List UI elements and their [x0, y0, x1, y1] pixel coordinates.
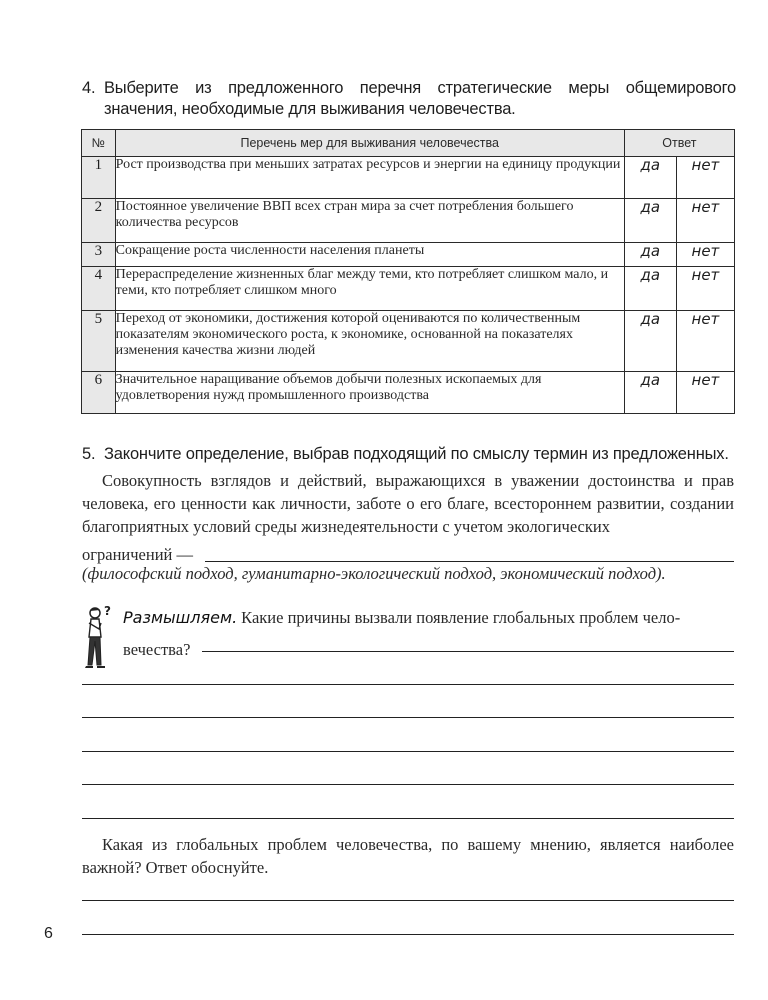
answer-line[interactable]	[82, 717, 734, 718]
row-number: 2	[82, 199, 116, 243]
answer-yes-option[interactable]: да	[624, 243, 676, 267]
row-number: 1	[82, 157, 116, 199]
header-measures: Перечень мер для выживания человечества	[115, 130, 624, 157]
svg-text:?: ?	[104, 604, 111, 618]
row-measure-text: Рост производства при меньших затратах ресурсов и энергии на единицу продукции	[115, 157, 624, 199]
answer-no-option[interactable]: нет	[676, 311, 734, 372]
header-num: №	[82, 130, 116, 157]
question2-answer-line[interactable]	[82, 934, 734, 935]
table-row	[82, 311, 735, 372]
task-5-number: 5.	[82, 445, 96, 463]
answer-yes-option[interactable]: да	[624, 267, 676, 311]
reflect-question-part1: Какие причины вызвали появление глобальных проблем чело-	[241, 608, 681, 627]
row-measure-text: Постоянное увеличение ВВП всех стран мира за счет потребления большего количества ресурсов	[115, 199, 624, 243]
answer-yes-option[interactable]: да	[624, 157, 676, 199]
task-4-title: Выберите из предложенного перечня стратегические меры общемирового значения, необходимые для выживания человечества.	[104, 79, 736, 118]
row-number: 5	[82, 311, 116, 372]
row-measure-text: Переход от экономики, достижения которой оцениваются по количественным показателям экономического роста, к экономике, основанной на показателях изменения качества жизни людей	[115, 311, 624, 372]
task-5-heading	[82, 444, 742, 465]
definition-end-text: ограничений —	[82, 545, 193, 564]
term-options: (философский подход, гуманитарно-экологический подход, экономический подход).	[82, 564, 666, 583]
definition-answer-field[interactable]	[205, 545, 734, 562]
reflect-question-part2: вечества?	[123, 640, 191, 659]
row-measure-text: Перераспределение жизненных благ между теми, кто потребляет слишком мало, и теми, кто потребляет слишком много	[115, 267, 624, 311]
thinking-person-icon	[80, 603, 118, 671]
answer-line[interactable]	[82, 818, 734, 819]
answer-yes-option[interactable]: да	[624, 372, 676, 414]
definition-text: Совокупность взглядов и действий, выражающихся в уважении достоинства и прав человека, его ценности как личности, заботе о его благе, всестороннем развитии, создании благоприятных условий среды жизнедеятельности с учетом экологических	[82, 471, 734, 536]
reflect-answer-field[interactable]	[202, 637, 734, 652]
answer-no-option[interactable]: нет	[676, 372, 734, 414]
answer-no-option[interactable]: нет	[676, 157, 734, 199]
table-row	[82, 267, 735, 311]
task-4-number: 4.	[82, 79, 96, 97]
row-measure-text: Сокращение роста численности населения планеты	[115, 243, 624, 267]
row-number: 4	[82, 267, 116, 311]
table-row	[82, 199, 735, 243]
answer-line[interactable]	[82, 784, 734, 785]
table-row	[82, 157, 735, 199]
table-row	[82, 372, 735, 414]
task-5-title: Закончите определение, выбрав подходящий по смыслу термин из предложенных.	[104, 445, 729, 463]
task-4-heading	[82, 78, 736, 120]
header-answer: Ответ	[624, 130, 734, 157]
row-number: 3	[82, 243, 116, 267]
question2-answer-line[interactable]	[82, 900, 734, 901]
table-header-row	[82, 130, 735, 157]
page-number: 6	[44, 925, 53, 942]
answer-no-option[interactable]: нет	[676, 199, 734, 243]
answer-yes-option[interactable]: да	[624, 311, 676, 372]
measures-table	[81, 129, 735, 414]
answer-yes-option[interactable]: да	[624, 199, 676, 243]
row-measure-text: Значительное наращивание объемов добычи полезных ископаемых для удовлетворения нужд промышленного производства	[115, 372, 624, 414]
reflect-question-line1	[123, 606, 735, 629]
reflect-label: Размышляем.	[123, 608, 238, 627]
row-number: 6	[82, 372, 116, 414]
answer-line[interactable]	[82, 751, 734, 752]
question2-text: Какая из глобальных проблем человечества, по вашему мнению, является наиболее важной? Ответ обоснуйте.	[82, 835, 734, 877]
table-row	[82, 243, 735, 267]
answer-no-option[interactable]: нет	[676, 243, 734, 267]
answer-no-option[interactable]: нет	[676, 267, 734, 311]
answer-line[interactable]	[82, 684, 734, 685]
